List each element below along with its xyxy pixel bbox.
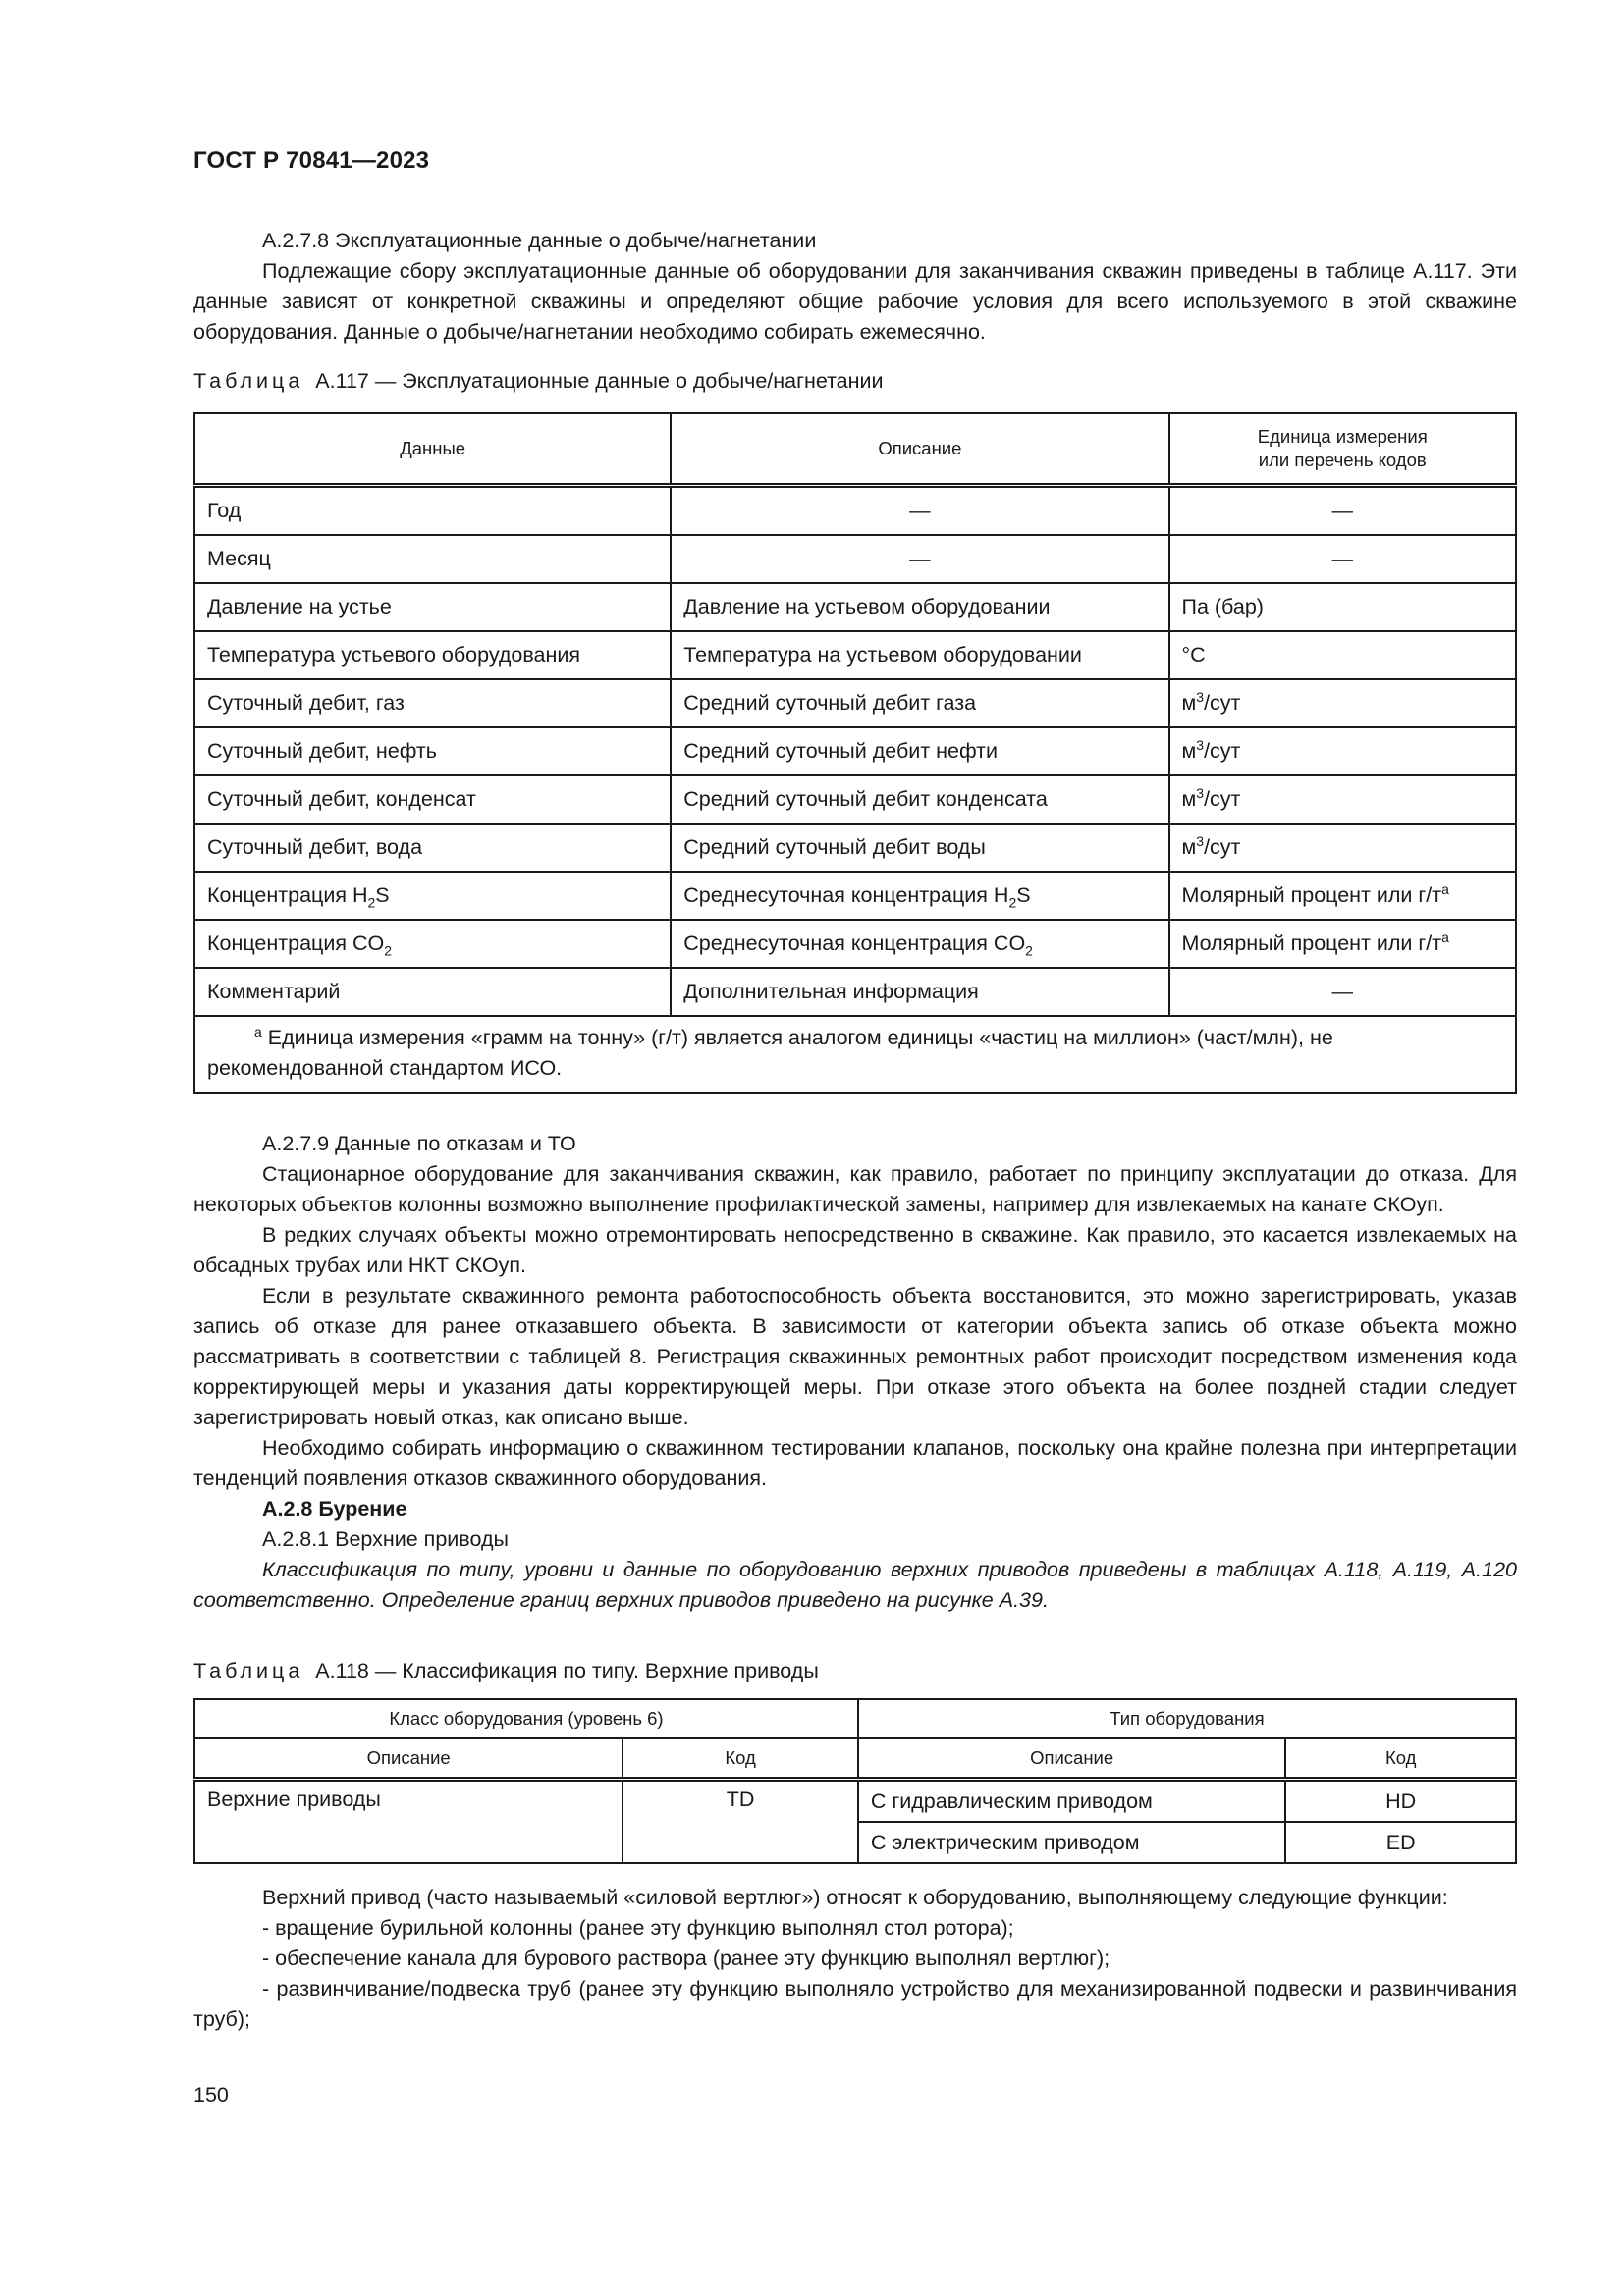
table-row: Суточный дебит, нефть Средний суточный дебит нефти $м^3$/сут [194,727,1516,775]
table-footnote: $^a$ Единица измерения «грамм на тонну» (г/т) является аналогом единицы «частиц на миллион» (част/млн), не рекомендованной стандартом ИСО. [194,1016,1516,1093]
table-118-caption [193,1659,819,1683]
page-number: 150 [193,2083,229,2107]
section-title: А.2.7.9 Данные по отказам и ТО [262,1132,576,1155]
subsection-title: А.2.8.1 Верхние приводы [262,1527,509,1551]
column-header-data: Данные [194,413,671,486]
table-row: Комментарий Дополнительная информация — [194,968,1516,1016]
section-title: А.2.7.8 Эксплуатационные данные о добыче/нагнетании [262,229,817,252]
italic-paragraph: Классификация по типу, уровни и данные по оборудованию верхних приводов приведены в таблицах А.118, А.119, А.120 соответственно. Определение границ верхних приводов приведено на рисунке А.39. [193,1558,1517,1612]
sub-header-row: Описание Код Описание Код [194,1738,1516,1780]
table-row: Год — — [194,486,1516,536]
class-description: Верхние приводы [194,1780,623,1864]
group-header-type: Тип оборудования [858,1699,1516,1738]
bullet-item: - обеспечение канала для бурового раствора (ранее эту функцию выполнял вертлюг); [262,1947,1110,1970]
column-header-unit: Единица измерения или перечень кодов [1169,413,1517,486]
class-code: TD [623,1780,858,1864]
table-footnote-row [194,1016,1516,1093]
paragraph: Если в результате скважинного ремонта работоспособность объекта восстановится, это можно зарегистрировать, указав запись об отказе для ранее отказавшего объекта. В зависимости от категории объекта запись об отказе объекта можно рассматривать в соответствии с таблицей 8. Регистрация скважинных ремонтных работ происходит посредством изменения кода корректирующей меры и указания даты корректирующей меры. При отказе этого объекта на более поздней стадии следует зарегистрировать новый отказ, как описано выше. [193,1284,1517,1429]
table-header-row [194,413,1516,486]
caption-text: А.117 — Эксплуатационные данные о добыче/нагнетании [315,369,884,393]
section-heading: А.2.8 Бурение [262,1497,407,1521]
table-row: Верхние приводы TD С гидравлическим приводом HD [194,1780,1516,1823]
closing-section [193,1883,1517,2035]
table-row: Суточный дебит, конденсат Средний суточный дебит конденсата $м^3$/сут [194,775,1516,824]
table-row: С электрическим приводом ED [194,1822,1516,1863]
paragraph: Подлежащие сбору эксплуатационные данные об оборудовании для заканчивания скважин приведены в таблице А.117. Эти данные зависят от конкретной скважины и определяют общие рабочие условия для всего используемого в этой скважине оборудования. Данные о добыче/нагнетании необходимо собирать ежемесячно. [193,259,1517,344]
caption-prefix: Таблица [193,1659,304,1682]
paragraph: В редких случаях объекты можно отремонтировать непосредственно в скважине. Как правило, это касается извлекаемых на обсадных трубах или НКТ СКОуп. [193,1223,1517,1277]
group-header-row [194,1699,1516,1738]
table-row: Суточный дебит, газ Средний суточный дебит газа $м^3$/сут [194,679,1516,727]
table-row: Давление на устье Давление на устьевом оборудовании Па (бар) [194,583,1516,631]
table-row: Концентрация $H_2S$ Среднесуточная концентрация $H_2S$ Молярный процент или $г/т^a$ [194,872,1516,920]
document-id-header: ГОСТ Р 70841—2023 [193,147,430,174]
table-row: Концентрация $CO_2$ Среднесуточная концентрация $CO_2$ Молярный процент или $г/т^a$ [194,920,1516,968]
table-118 [193,1698,1517,1864]
section-a278 [193,226,1517,347]
group-header-class: Класс оборудования (уровень 6) [194,1699,858,1738]
table-117-caption [193,369,884,394]
caption-text: А.118 — Классификация по типу. Верхние приводы [315,1659,819,1682]
table-row: Температура устьевого оборудования Температура на устьевом оборудовании °C [194,631,1516,679]
section-a279 [193,1129,1517,1616]
paragraph: Верхний привод (часто называемый «силовой вертлюг») относят к оборудованию, выполняющему следующие функции: [262,1886,1448,1909]
table-row: Месяц — — [194,535,1516,583]
bullet-item: - вращение бурильной колонны (ранее эту функцию выполнял стол ротора); [262,1916,1014,1940]
paragraph: Необходимо собирать информацию о скважинном тестировании клапанов, поскольку она крайне полезна при интерпретации тенденций появления отказов скважинного оборудования. [193,1436,1517,1490]
table-117 [193,412,1517,1094]
bullet-item: - развинчивание/подвеска труб (ранее эту функцию выполняло устройство для механизированной подвески и развинчивания труб); [193,1977,1517,2031]
caption-prefix: Таблица [193,369,304,393]
column-header-description: Описание [671,413,1168,486]
table-row: Суточный дебит, вода Средний суточный дебит воды $м^3$/сут [194,824,1516,872]
paragraph: Стационарное оборудование для заканчивания скважин, как правило, работает по принципу эксплуатации до отказа. Для некоторых объектов колонны возможно выполнение профилактической замены, например для извлекаемых на канате СКОуп. [193,1162,1517,1216]
